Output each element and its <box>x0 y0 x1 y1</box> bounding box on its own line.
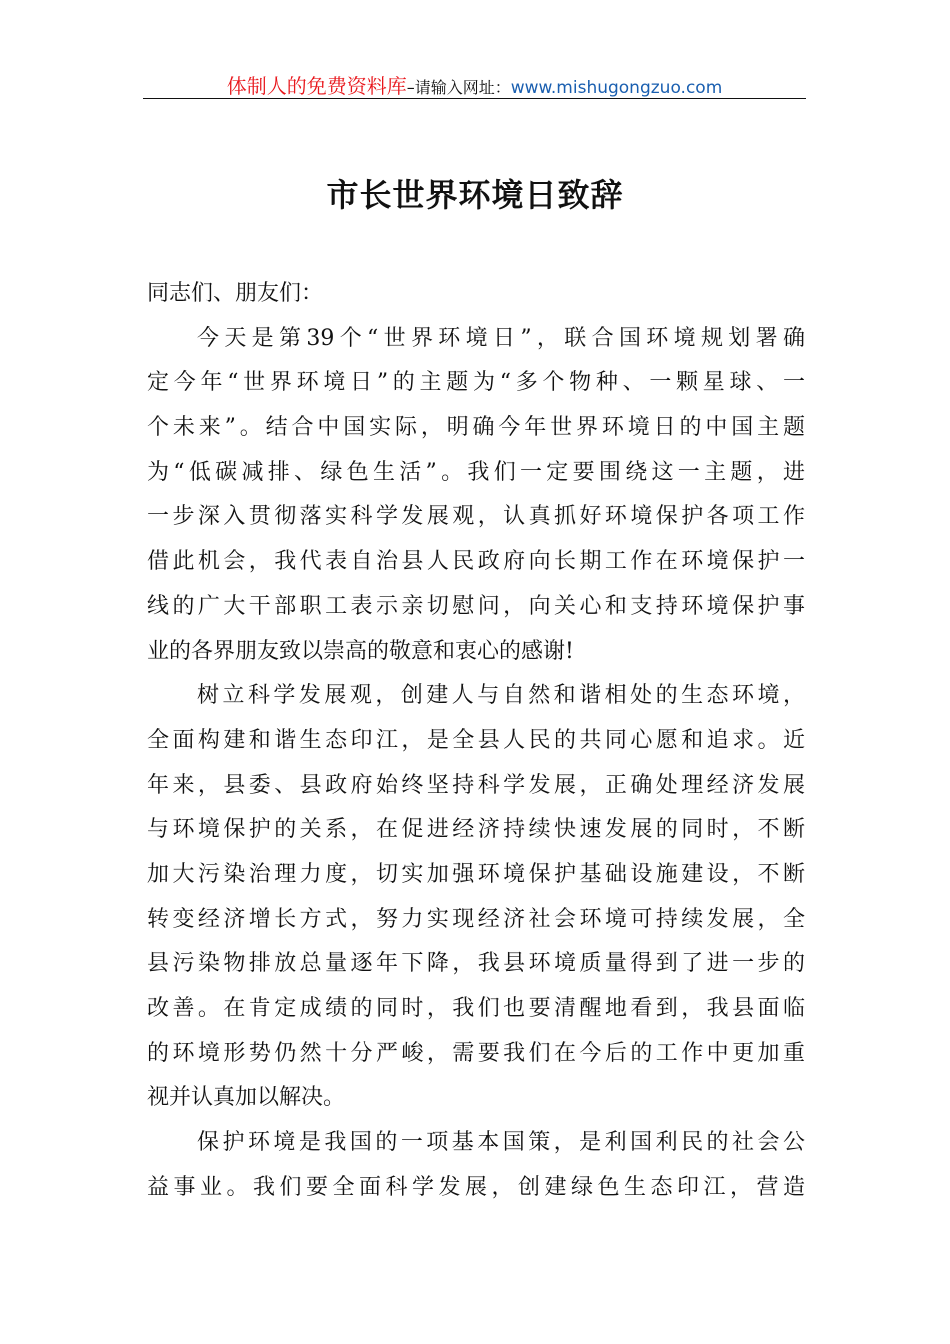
paragraph-line: 视并认真加以解决。 <box>147 1085 346 1111</box>
paragraph-line: 县污染物排放总量逐年下降，我县环境质量得到了进一步的 <box>147 951 805 977</box>
header-url-link[interactable]: www.mishugongzuo.com <box>510 78 723 98</box>
greeting: 同志们、朋友们： <box>147 281 324 306</box>
paragraph-line: 与环境保护的关系，在促进经济持续快速发展的同时，不断 <box>147 817 805 843</box>
paragraph-line: 定今年“世界环境日”的主题为“多个物种、一颗星球、一 <box>147 370 805 396</box>
paragraph-line: 借此机会，我代表自治县人民政府向长期工作在环境保护一 <box>147 549 805 575</box>
paragraph-line: 一步深入贯彻落实科学发展观，认真抓好环境保护各项工作 <box>147 504 805 530</box>
paragraph-line: 加大污染治理力度，切实加强环境保护基础设施建设，不断 <box>147 861 805 887</box>
paragraph-line: 的环境形势仍然十分严峻，需要我们在今后的工作中更加重 <box>147 1040 805 1066</box>
paragraph-line: 转变经济增长方式，努力实现经济社会环境可持续发展，全 <box>147 906 805 932</box>
paragraph-line: 业的各界朋友致以崇高的敬意和衷心的感谢! <box>147 638 574 664</box>
paragraph-line: 改善。在肯定成绩的同时，我们也要清醒地看到，我县面临 <box>147 996 805 1021</box>
header-brand: 体制人的免费资料库 <box>226 74 407 98</box>
document-title: 市长世界环境日致辞 <box>326 176 624 214</box>
paragraph-line: 保护环境是我国的一项基本国策，是利国利民的社会公 <box>197 1130 805 1156</box>
paragraph-line: 为“低碳减排、绿色生活”。我们一定要围绕这一主题，进 <box>147 459 805 485</box>
header-prompt: –请输入网址： <box>406 78 511 97</box>
paragraph-line: 线的广大干部职工表示亲切慰问，向关心和支持环境保护事 <box>147 593 805 619</box>
paragraph-line: 个未来”。结合中国实际，明确今年世界环境日的中国主题 <box>147 415 805 441</box>
paragraph-line: 树立科学发展观，创建人与自然和谐相处的生态环境， <box>197 683 805 709</box>
header-divider <box>143 98 806 99</box>
site-header <box>143 70 806 99</box>
paragraph-line: 全面构建和谐生态印江，是全县人民的共同心愿和追求。近 <box>147 727 805 753</box>
document-body <box>147 272 805 1210</box>
paragraph-line: 年来，县委、县政府始终坚持科学发展，正确处理经济发展 <box>147 772 805 798</box>
paragraph-line: 今天是第39个“世界环境日”，联合国环境规划署确 <box>197 325 805 351</box>
paragraph-line: 益事业。我们要全面科学发展，创建绿色生态印江，营造 <box>147 1174 805 1200</box>
